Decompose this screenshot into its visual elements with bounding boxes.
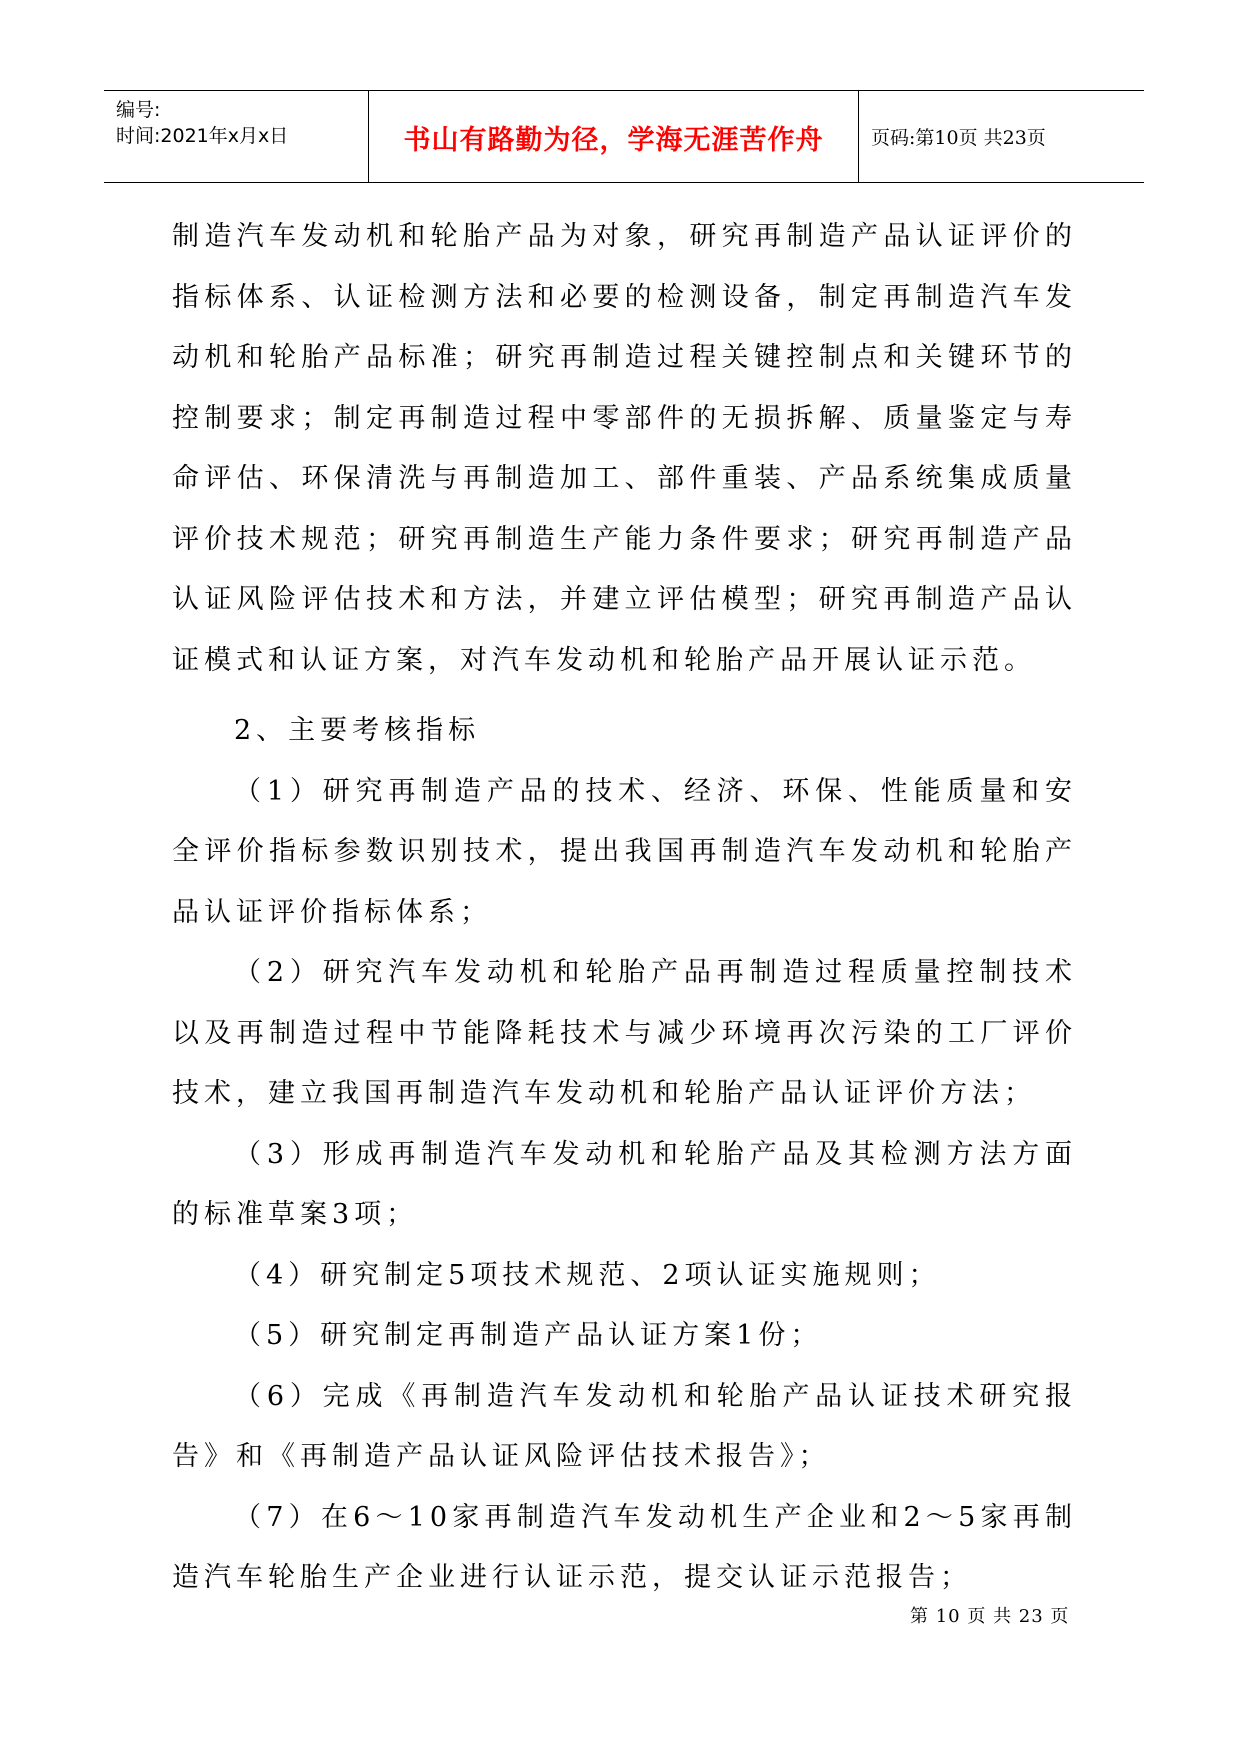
list-item: （7）在6～10家再制造汽车发动机生产企业和2～5家再制造汽车轮胎生产企业进行认证示范，提交认证示范报告；	[172, 1501, 1077, 1593]
header-page-number: 页码:第10页 共23页	[871, 127, 1046, 149]
body-paragraph: 制造汽车发动机和轮胎产品为对象，研究再制造产品认证评价的指标体系、认证检测方法和必要的检测设备，制定再制造汽车发动机和轮胎产品标准；研究再制造过程关键控制点和关键环节的控制要求；制定再制造过程中零部件的无损拆解、质量鉴定与寿命评估、环保清洗与再制造加工、部件重装、产品系统集成质量评价技术规范；研究再制造生产能力条件要求；研究再制造产品认证风险评估技术和方法，并建立评估模型；研究再制造产品认证模式和认证方案，对汽车发动机和轮胎产品开展认证示范。	[172, 221, 1077, 676]
header-motto: 书山有路勤为径，学海无涯苦作舟	[403, 125, 824, 156]
header-motto-cell	[369, 91, 859, 182]
list-item: （3）形成再制造汽车发动机和轮胎产品及其检测方法方面的标准草案3项；	[172, 1138, 1077, 1230]
document-number-label: 编号:	[116, 99, 161, 121]
list-item: （2）研究汽车发动机和轮胎产品再制造过程质量控制技术以及再制造过程中节能降耗技术与减少环境再次污染的工厂评价技术，建立我国再制造汽车发动机和轮胎产品认证评价方法；	[172, 957, 1077, 1109]
list-item: （5）研究制定再制造产品认证方案1份；	[234, 1320, 823, 1351]
header-page-cell	[859, 91, 1144, 182]
document-body	[172, 207, 1077, 1609]
page-header	[104, 90, 1144, 183]
list-item: （4）研究制定5项技术规范、2项认证实施规则；	[234, 1259, 941, 1291]
list-item: （1）研究再制造产品的技术、经济、环保、性能质量和安全评价指标参数识别技术，提出我国再制造汽车发动机和轮胎产品认证评价指标体系；	[172, 775, 1077, 928]
page-footer: 第 10 页 共 23 页	[910, 1606, 1070, 1627]
section-heading: 2、主要考核指标	[234, 715, 481, 746]
document-date-label: 时间:2021年x月x日	[116, 125, 289, 147]
list-item: （6）完成《再制造汽车发动机和轮胎产品认证技术研究报告》和《再制造产品认证风险评估技术报告》；	[172, 1380, 1077, 1472]
header-meta-cell	[104, 91, 369, 182]
